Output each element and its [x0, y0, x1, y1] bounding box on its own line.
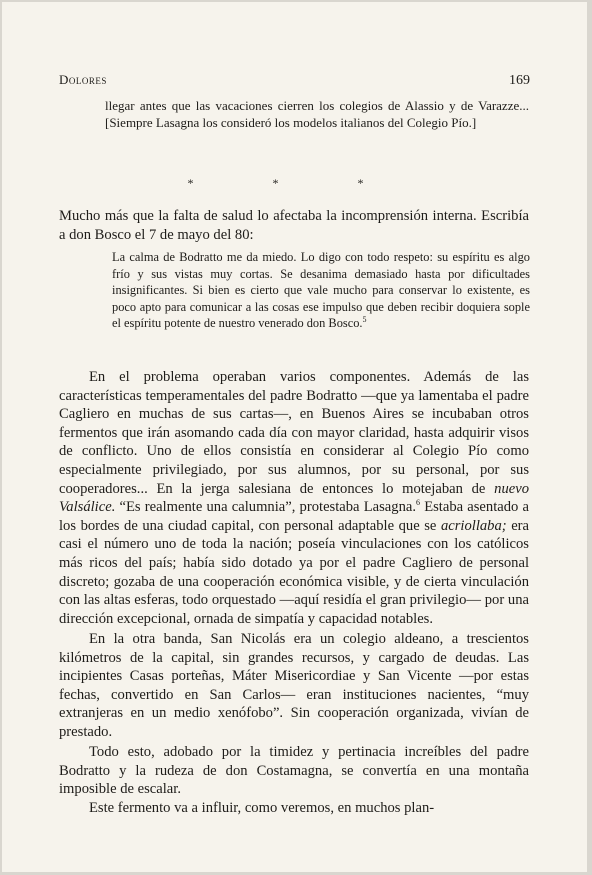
footnote-ref-6: 6: [416, 498, 420, 508]
para1-text-c: Estaba asentado a los bordes de una ciudad capital, con personal adaptable que se: [59, 499, 529, 534]
block-quote: [112, 249, 530, 332]
running-head: [59, 72, 530, 89]
book-page: [2, 2, 587, 872]
quote-text: La calma de Bodratto me da miedo. Lo digo con todo respeto: su espíritu es algo frío y sus vistas muy cortas. Se desanima demasiado hasta por dificultades insignificantes. Si bien es cierto que vale mucho para conservar lo existente, es poco apto para comunicar a las cosas ese impulso que deben recibir doquiera sople el espíritu potente de nuestro venerado don Bosco.: [112, 250, 530, 330]
para1-text-d: era casi el número uno de toda la nación; poseía vinculaciones con los católicos más ricos del país; había sido dotado ya por el padre Cagliero de personal discreto; gozaba de una cooperación económica visible, y de cierta vinculación con las altas esferas, todo orquestado —aquí residía el gran privilegio— por una dirección excepcional, ornada de simpatía y capacidad notables.: [59, 517, 530, 627]
paragraph-otra-banda: En la otra banda, San Nicolás era un colegio aldeano, a trescientos kilómetros de la capital, sin grandes recursos, y cargado de deudas. Las incipientes Casas porteñas, Máter Misericordiae y San Vicente —por estas fechas, convertido en San Carlos— eran instituciones nacientes, “muy extranjeras en un medio xenófobo”. Sin cooperación organizada, vivían de prestado.: [59, 631, 529, 740]
footnote-ref-5: 5: [362, 314, 367, 324]
section-separator: * * *: [187, 176, 402, 190]
page-number: 169: [509, 73, 530, 88]
paragraph-components: [59, 368, 529, 628]
para1-text-b: “Es realmente una calumnia”, protestaba Lasagna.: [119, 499, 416, 516]
paragraph-todo-esto: Todo esto, adobado por la timidez y pertinacia increíbles del padre Bodratto y la rudeza de don Costamagna, se convertía en una montaña imposible de escalar.: [59, 744, 529, 798]
paragraph-este-fermento: Este fermento va a influir, como veremos, en muchos plan-: [89, 800, 435, 816]
note-continuation: llegar antes que las vacaciones cierren los colegios de Alassio y de Varazze... [Siempre Lasagna los consideró los modelos italianos del Colegio Pío.]: [105, 98, 529, 130]
running-title: Dolores: [59, 72, 107, 87]
italic-nuevo-valsalice: nuevo Valsálice.: [59, 480, 529, 516]
para1-text-a: En el problema operaban varios componentes. Además de las características temperamentales del padre Bodratto —que ya lamentaba el padre Cagliero en muchas de sus cartas—, en Buenos Aires se incubaban otros fermentos que irán asomando cada día con mayor claridad, hasta adquirir visos de conflicto. Uno de ellos consistía en considerar al Colegio Pío como especialmente privilegiado, por sus alumnos, por su personal, por sus cooperadores... En la jerga salesiana de entonces lo motejaban de: [59, 369, 529, 497]
intro-paragraph: Mucho más que la falta de salud lo afectaba la incomprensión interna. Escribía a don Bosco el 7 de mayo del 80:: [59, 208, 529, 243]
italic-acriollaba: acriollaba;: [440, 517, 507, 534]
